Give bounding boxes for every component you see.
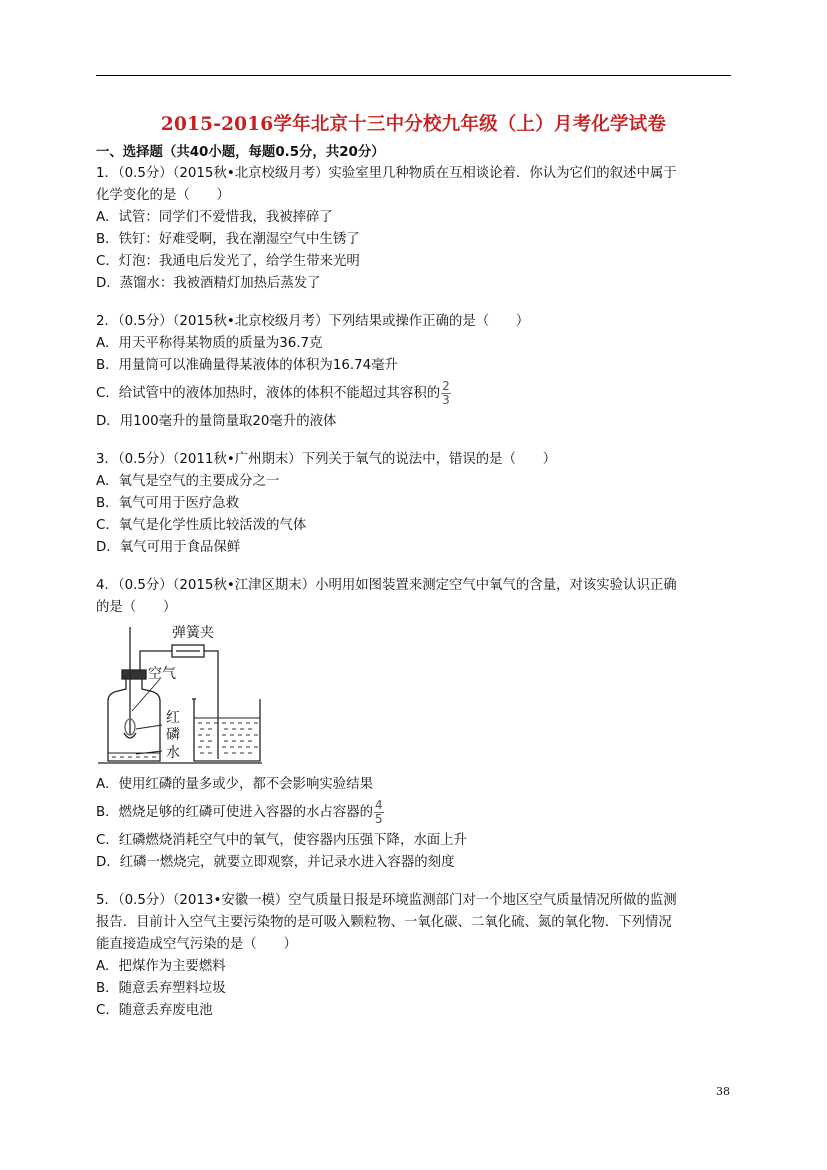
question-stem: 5．（0.5分）（2013•安徽一模）空气质量日报是环境监测部门对一个地区空气质量情况所做的监测: [96, 893, 677, 908]
question-stem: 2．（0.5分）（2015秋•北京校级月考）下列结果或操作正确的是（ ）: [96, 314, 530, 329]
fraction-numerator: 4: [375, 797, 383, 812]
apparatus-diagram: [96, 623, 266, 770]
fraction-denominator: 3: [442, 392, 450, 407]
option-b: B．随意丢弃塑料垃圾: [96, 981, 226, 996]
option-d: D．用100毫升的量筒量取20毫升的液体: [96, 414, 337, 429]
option-text: B．燃烧足够的红磷可使进入容器的水占容器的: [96, 805, 373, 820]
question-1: [96, 163, 736, 295]
option-text: C．给试管中的液体加热时，液体的体积不能超过其容积的: [96, 386, 441, 401]
option-a: A．氧气是空气的主要成分之一: [96, 474, 280, 489]
option-d: D．蒸馏水：我被酒精灯加热后蒸发了: [96, 276, 321, 291]
question-stem: 能直接造成空气污染的是（ ）: [96, 937, 297, 952]
option-c: [96, 377, 736, 411]
option-d: D．氧气可用于食品保鲜: [96, 540, 241, 555]
option-c: C．灯泡：我通电后发光了，给学生带来光明: [96, 254, 360, 269]
bottle: [108, 677, 160, 761]
option-a: A．把煤作为主要燃料: [96, 959, 226, 974]
question-list: [96, 143, 736, 1022]
option-a: A．使用红磷的量多或少，都不会影响实验结果: [96, 777, 373, 792]
page-title: 2015-2016学年北京十三中分校九年级（上）月考化学试卷: [160, 114, 667, 135]
beaker-water-hatch: [198, 723, 258, 753]
option-d: D．红磷一燃烧完，就要立即观察，并记录水进入容器的刻度: [96, 855, 455, 870]
red-phosphorus-label-2: 磷: [166, 727, 180, 743]
apparatus-drawing: [96, 623, 266, 770]
question-stem: 报告．目前计入空气主要污染物的是可吸入颗粒物、一氧化碳、二氧化硫、氮的氧化物．下列情况: [96, 915, 672, 930]
question-4: [96, 575, 736, 874]
question-stem: 化学变化的是（ ）: [96, 188, 230, 203]
question-3: [96, 449, 736, 559]
question-stem: 的是（ ）: [96, 600, 177, 615]
option-a: A．试管：同学们不爱惜我，我被摔碎了: [96, 210, 333, 225]
section-heading: 一、选择题（共40小题，每题0.5分，共20分）: [96, 145, 385, 160]
fraction-numerator: 2: [442, 378, 450, 393]
tube-right: [204, 651, 218, 759]
question-stem: 1．（0.5分）（2015秋•北京校级月考）实验室里几种物质在互相谈论着．你认为它们的叙述中属于: [96, 166, 677, 181]
question-stem: 4．（0.5分）（2015秋•江津区期末）小明用如图装置来测定空气中氧气的含量，对该实验认识正确: [96, 578, 677, 593]
fraction-denominator: 5: [375, 811, 383, 826]
header-rule: [96, 75, 731, 76]
option-b: [96, 796, 736, 830]
question-2: [96, 311, 736, 433]
option-c: C．红磷燃烧消耗空气中的氧气，使容器内压强下降，水面上升: [96, 833, 467, 848]
red-phosphorus-label-1: 红: [166, 710, 180, 726]
option-b: B．用量筒可以准确量得某液体的体积为16.74毫升: [96, 358, 398, 373]
question-5: [96, 890, 736, 1022]
beaker: [194, 699, 260, 761]
clamp-label: 弹簧夹: [172, 625, 214, 641]
option-b: B．铁钉：好难受啊，我在潮湿空气中生锈了: [96, 232, 360, 247]
water-label: 水: [166, 745, 180, 761]
fraction: [441, 380, 451, 407]
fraction: [374, 799, 384, 826]
page-number: 38: [716, 1085, 730, 1098]
option-c: C．氧气是化学性质比较活泼的气体: [96, 518, 307, 533]
option-c: C．随意丢弃废电池: [96, 1003, 213, 1018]
option-b: B．氧气可用于医疗急救: [96, 496, 240, 511]
air-label: 空气: [148, 666, 176, 682]
stopper: [122, 670, 146, 679]
option-a: A．用天平称得某物质的质量为36.7克: [96, 336, 323, 351]
question-stem: 3．（0.5分）（2011秋•广州期末）下列关于氧气的说法中，错误的是（ ）: [96, 452, 557, 467]
